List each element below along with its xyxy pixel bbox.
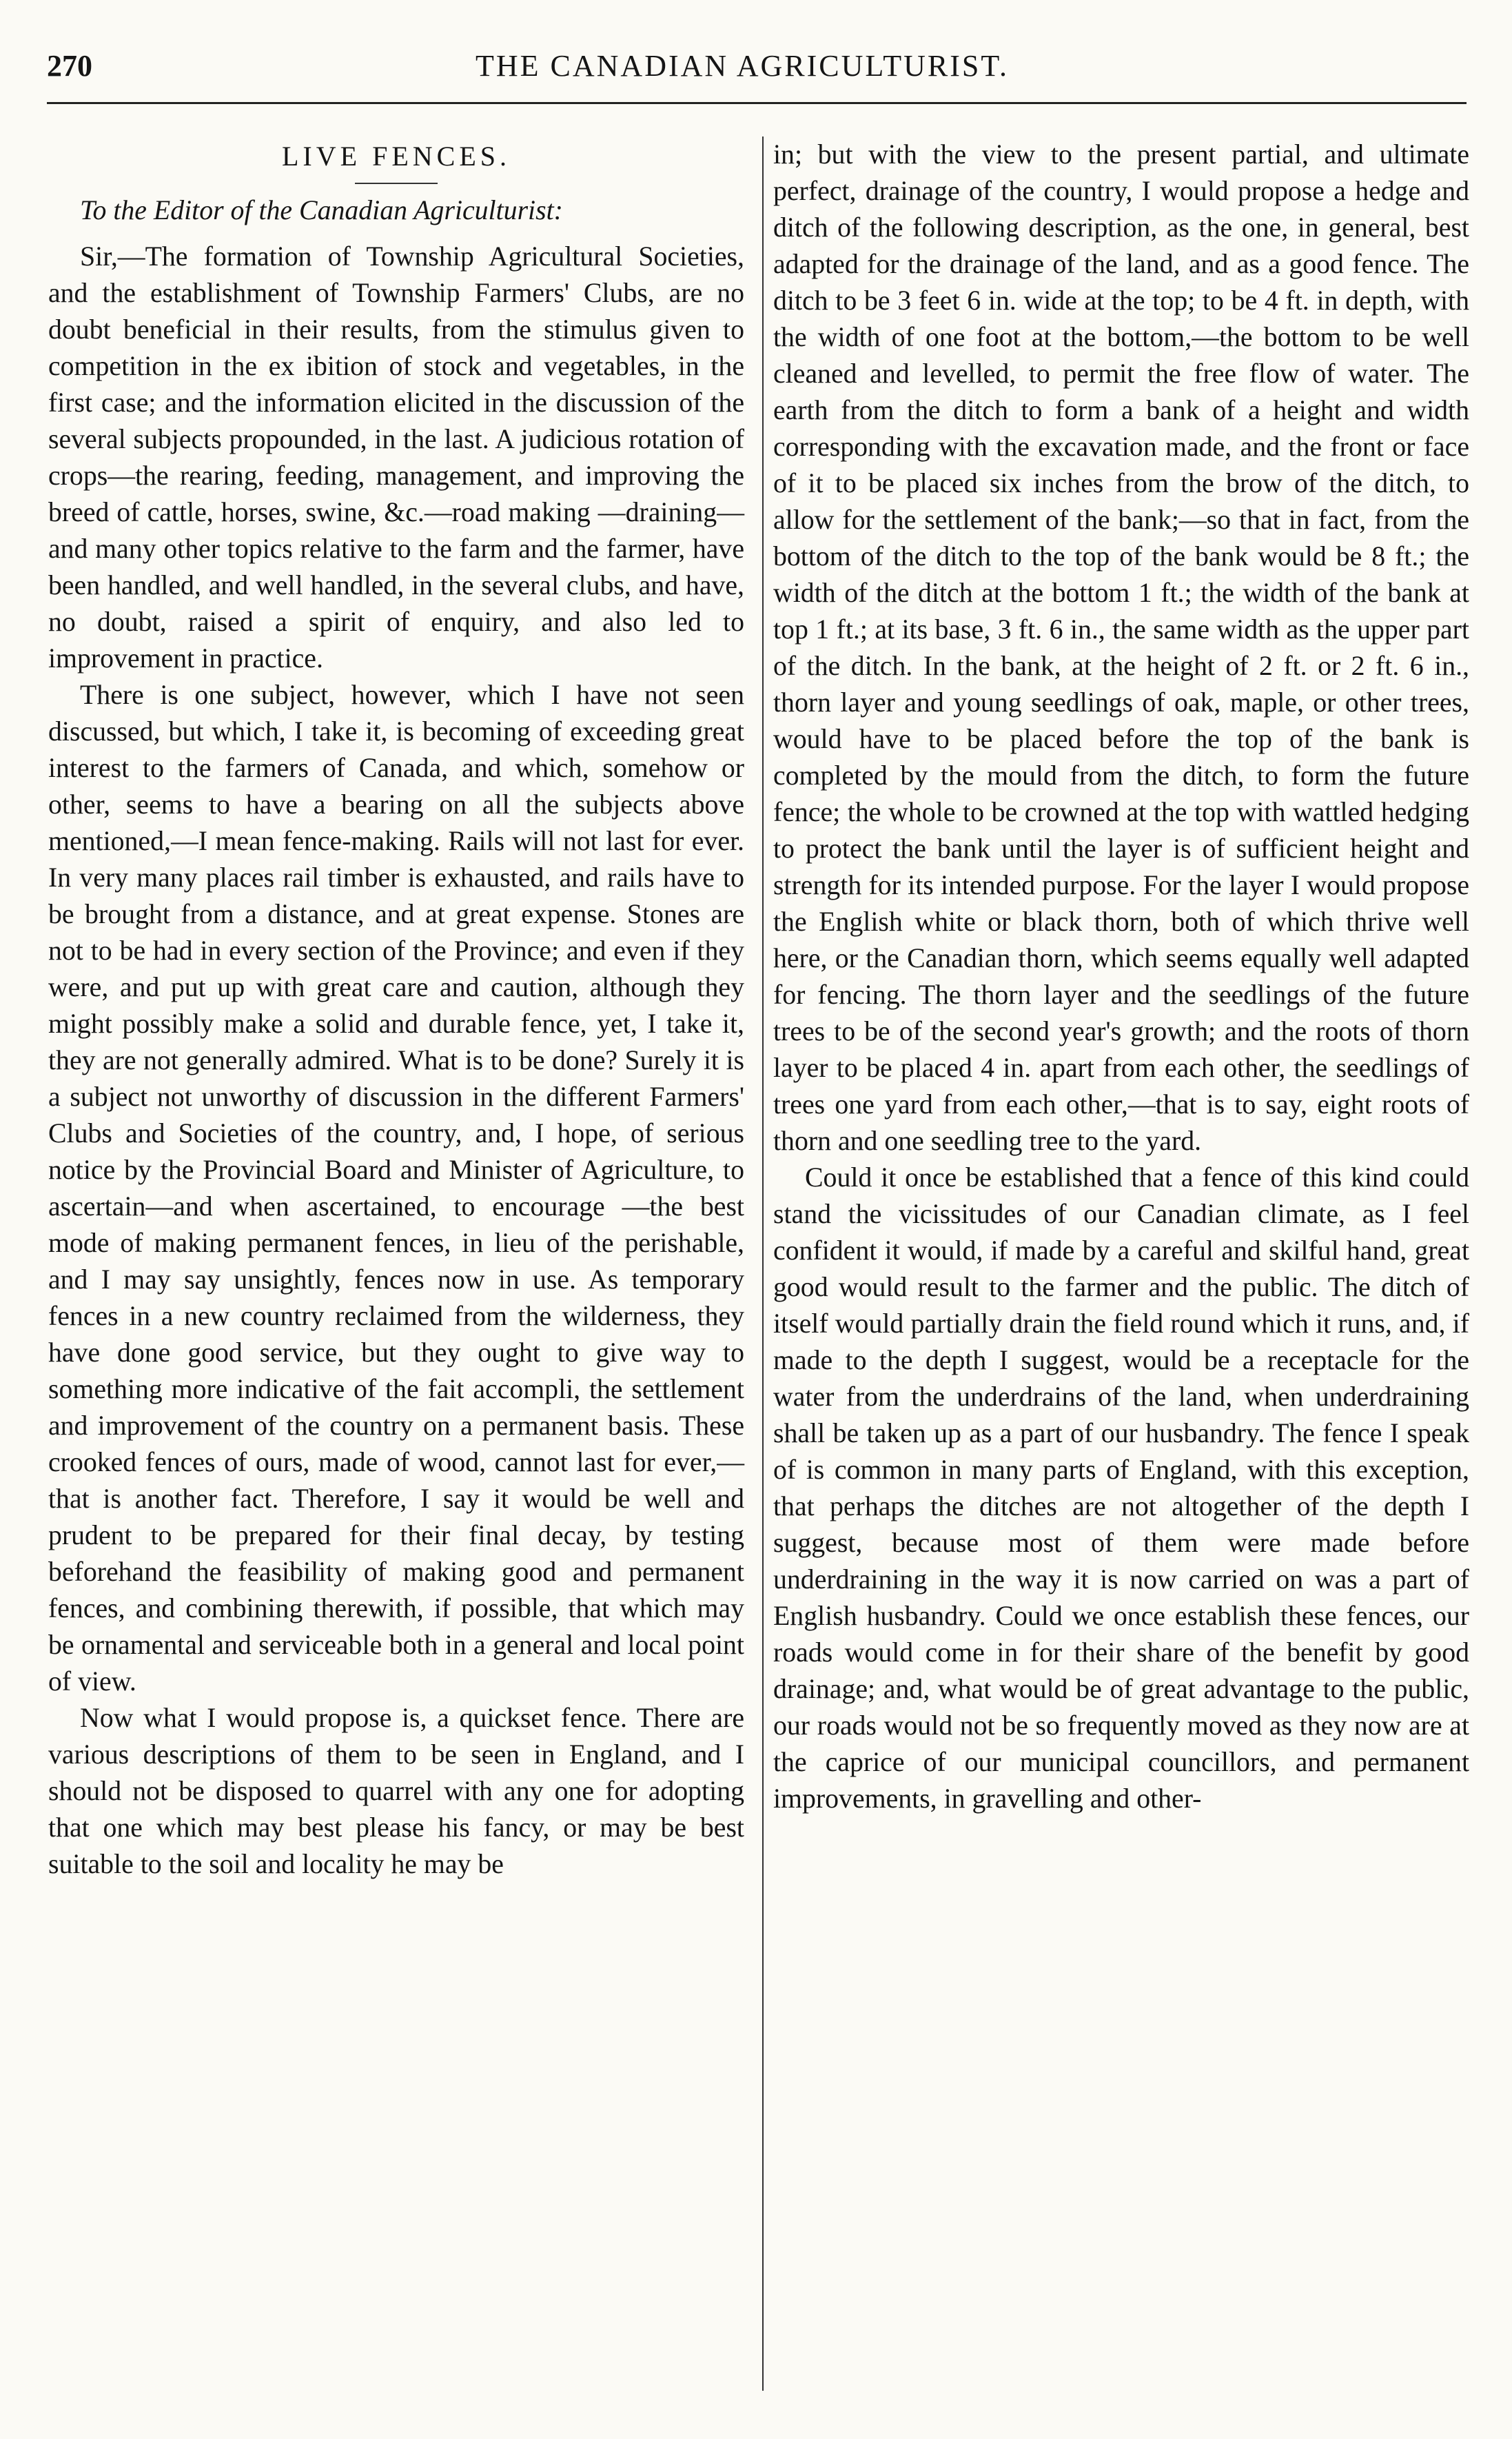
left-column bbox=[48, 136, 744, 1883]
address-line: To the Editor of the Canadian Agriculturist: bbox=[80, 195, 563, 225]
paragraph: Sir,—The formation of Township Agricultural Societies, and the establishment of Township Farmers' Clubs, are no doubt beneficial in their results, from the stimulus given to competition in the ex ibition of stock and vegetables, in the first case; and the information elicited in the discussion of the several subjects propounded, in the last. A judicious rotation of crops—the rearing, feeding, management, and improving the breed of cattle, horses, swine, &c.—road making —draining—and many other topics relative to the farm and the farmer, have been handled, and well handled, in the several clubs, and have, no doubt, raised a spirit of enquiry, and also led to improvement in practice. bbox=[48, 241, 744, 674]
article-title: LIVE FENCES. bbox=[282, 141, 511, 172]
paragraph: There is one subject, however, which I have not seen discussed, but which, I take it, is becoming of exceeding great interest to the farmers of Canada, and which, somehow or other, seems to have a bearing on all the subjects above mentioned,—I mean fence-making. Rails will not last for ever. In very many places rail timber is exhausted, and rails have to be brought from a distance, and at great expense. Stones are not to be had in every section of the Province; and even if they were, and put up with great care and caution, although they might possibly make a solid and durable fence, yet, I take it, they are not generally admired. What is to be done? Surely it is a subject not unworthy of discussion in the different Farmers' Clubs and Societies of the country, and, I hope, of serious notice by the Provincial Board and Minister of Agriculture, to ascertain—and when ascertained, to encourage —the best mode of making permanent fences, in lieu of the perishable, and I may say unsightly, fences now in use. As temporary fences in a new country reclaimed from the wilderness, they have done good service, but they ought to give way to something more indicative of the fait accompli, the settlement and improvement of the country on a permanent basis. These crooked fences of ours, made of wood, cannot last for ever,—that is another fact. Therefore, I say it would be well and prudent to be prepared for their final decay, by testing beforehand the feasibility of making good and permanent fences, and combining therewith, if possible, that which may be ornamental and serviceable both in a general and local point of view. bbox=[48, 680, 744, 1697]
right-column bbox=[773, 136, 1469, 1817]
header-rule bbox=[47, 102, 1467, 104]
running-head: THE CANADIAN AGRICULTURIST. bbox=[476, 49, 1009, 83]
column-divider bbox=[762, 136, 764, 2391]
title-rule bbox=[355, 183, 438, 184]
page-number: 270 bbox=[47, 49, 92, 83]
paragraph-continued: in; but with the view to the present partial, and ultimate perfect, drainage of the country, I would propose a hedge and ditch of the following description, as the one, in general, best adapted for the drainage of the land, and as a good fence. The ditch to be 3 feet 6 in. wide at the top; to be 4 ft. in depth, with the width of one foot at the bottom,—the bottom to be well cleaned and levelled, to permit the free flow of water. The earth from the ditch to form a bank of a height and width corresponding with the excavation made, and the front or face of it to be placed six inches from the brow of the ditch, to allow for the settlement of the bank;—so that in fact, from the bottom of the ditch to the top of the bank would be 8 ft.; the width of the ditch at the bottom 1 ft.; the width of the bank at top 1 ft.; at its base, 3 ft. 6 in., the same width as the upper part of the ditch. In the bank, at the height of 2 ft. or 2 ft. 6 in., thorn layer and young seedlings of oak, maple, or other trees, would have to be placed before the top of the bank is completed by the mould from the ditch, to form the future fence; the whole to be crowned at the top with wattled hedging to protect the bank until the layer is of sufficient height and strength for its intended purpose. For the layer I would propose the English white or black thorn, both of which thrive well here, or the Canadian thorn, which seems equally well adapted for fencing. The thorn layer and the seedlings of the future trees to be of the second year's growth; and the roots of thorn layer to be placed 4 in. apart from each other, the seedlings of trees one yard from each other,—that is to say, eight roots of thorn and one seedling tree to the yard. bbox=[773, 139, 1469, 1156]
paragraph: Could it once be established that a fence of this kind could stand the vicissitudes of our Canadian climate, as I feel confident it would, if made by a careful and skilful hand, great good would result to the farmer and the public. The ditch of itself would partially drain the field round which it runs, and, if made to the depth I suggest, would be a receptacle for the water from the underdrains of the land, when underdraining shall be taken up as a part of our husbandry. The fence I speak of is common in many parts of England, with this exception, that perhaps the ditches are not altogether of the depth I suggest, because most of them were made before underdraining in the way it is now carried on was a part of English husbandry. Could we once establish these fences, our roads would come in for their share of the benefit by good drainage; and, what would be of great advantage to the public, our roads would not be so frequently moved as they now are at the caprice of our municipal councillors, and permanent improvements, in gravelling and other- bbox=[773, 1162, 1469, 1814]
paragraph: Now what I would propose is, a quickset fence. There are various descriptions of them to be seen in England, and I should not be disposed to quarrel with any one for adopting that one which may best please his fancy, or may be best suitable to the soil and locality he may be bbox=[48, 1703, 744, 1879]
